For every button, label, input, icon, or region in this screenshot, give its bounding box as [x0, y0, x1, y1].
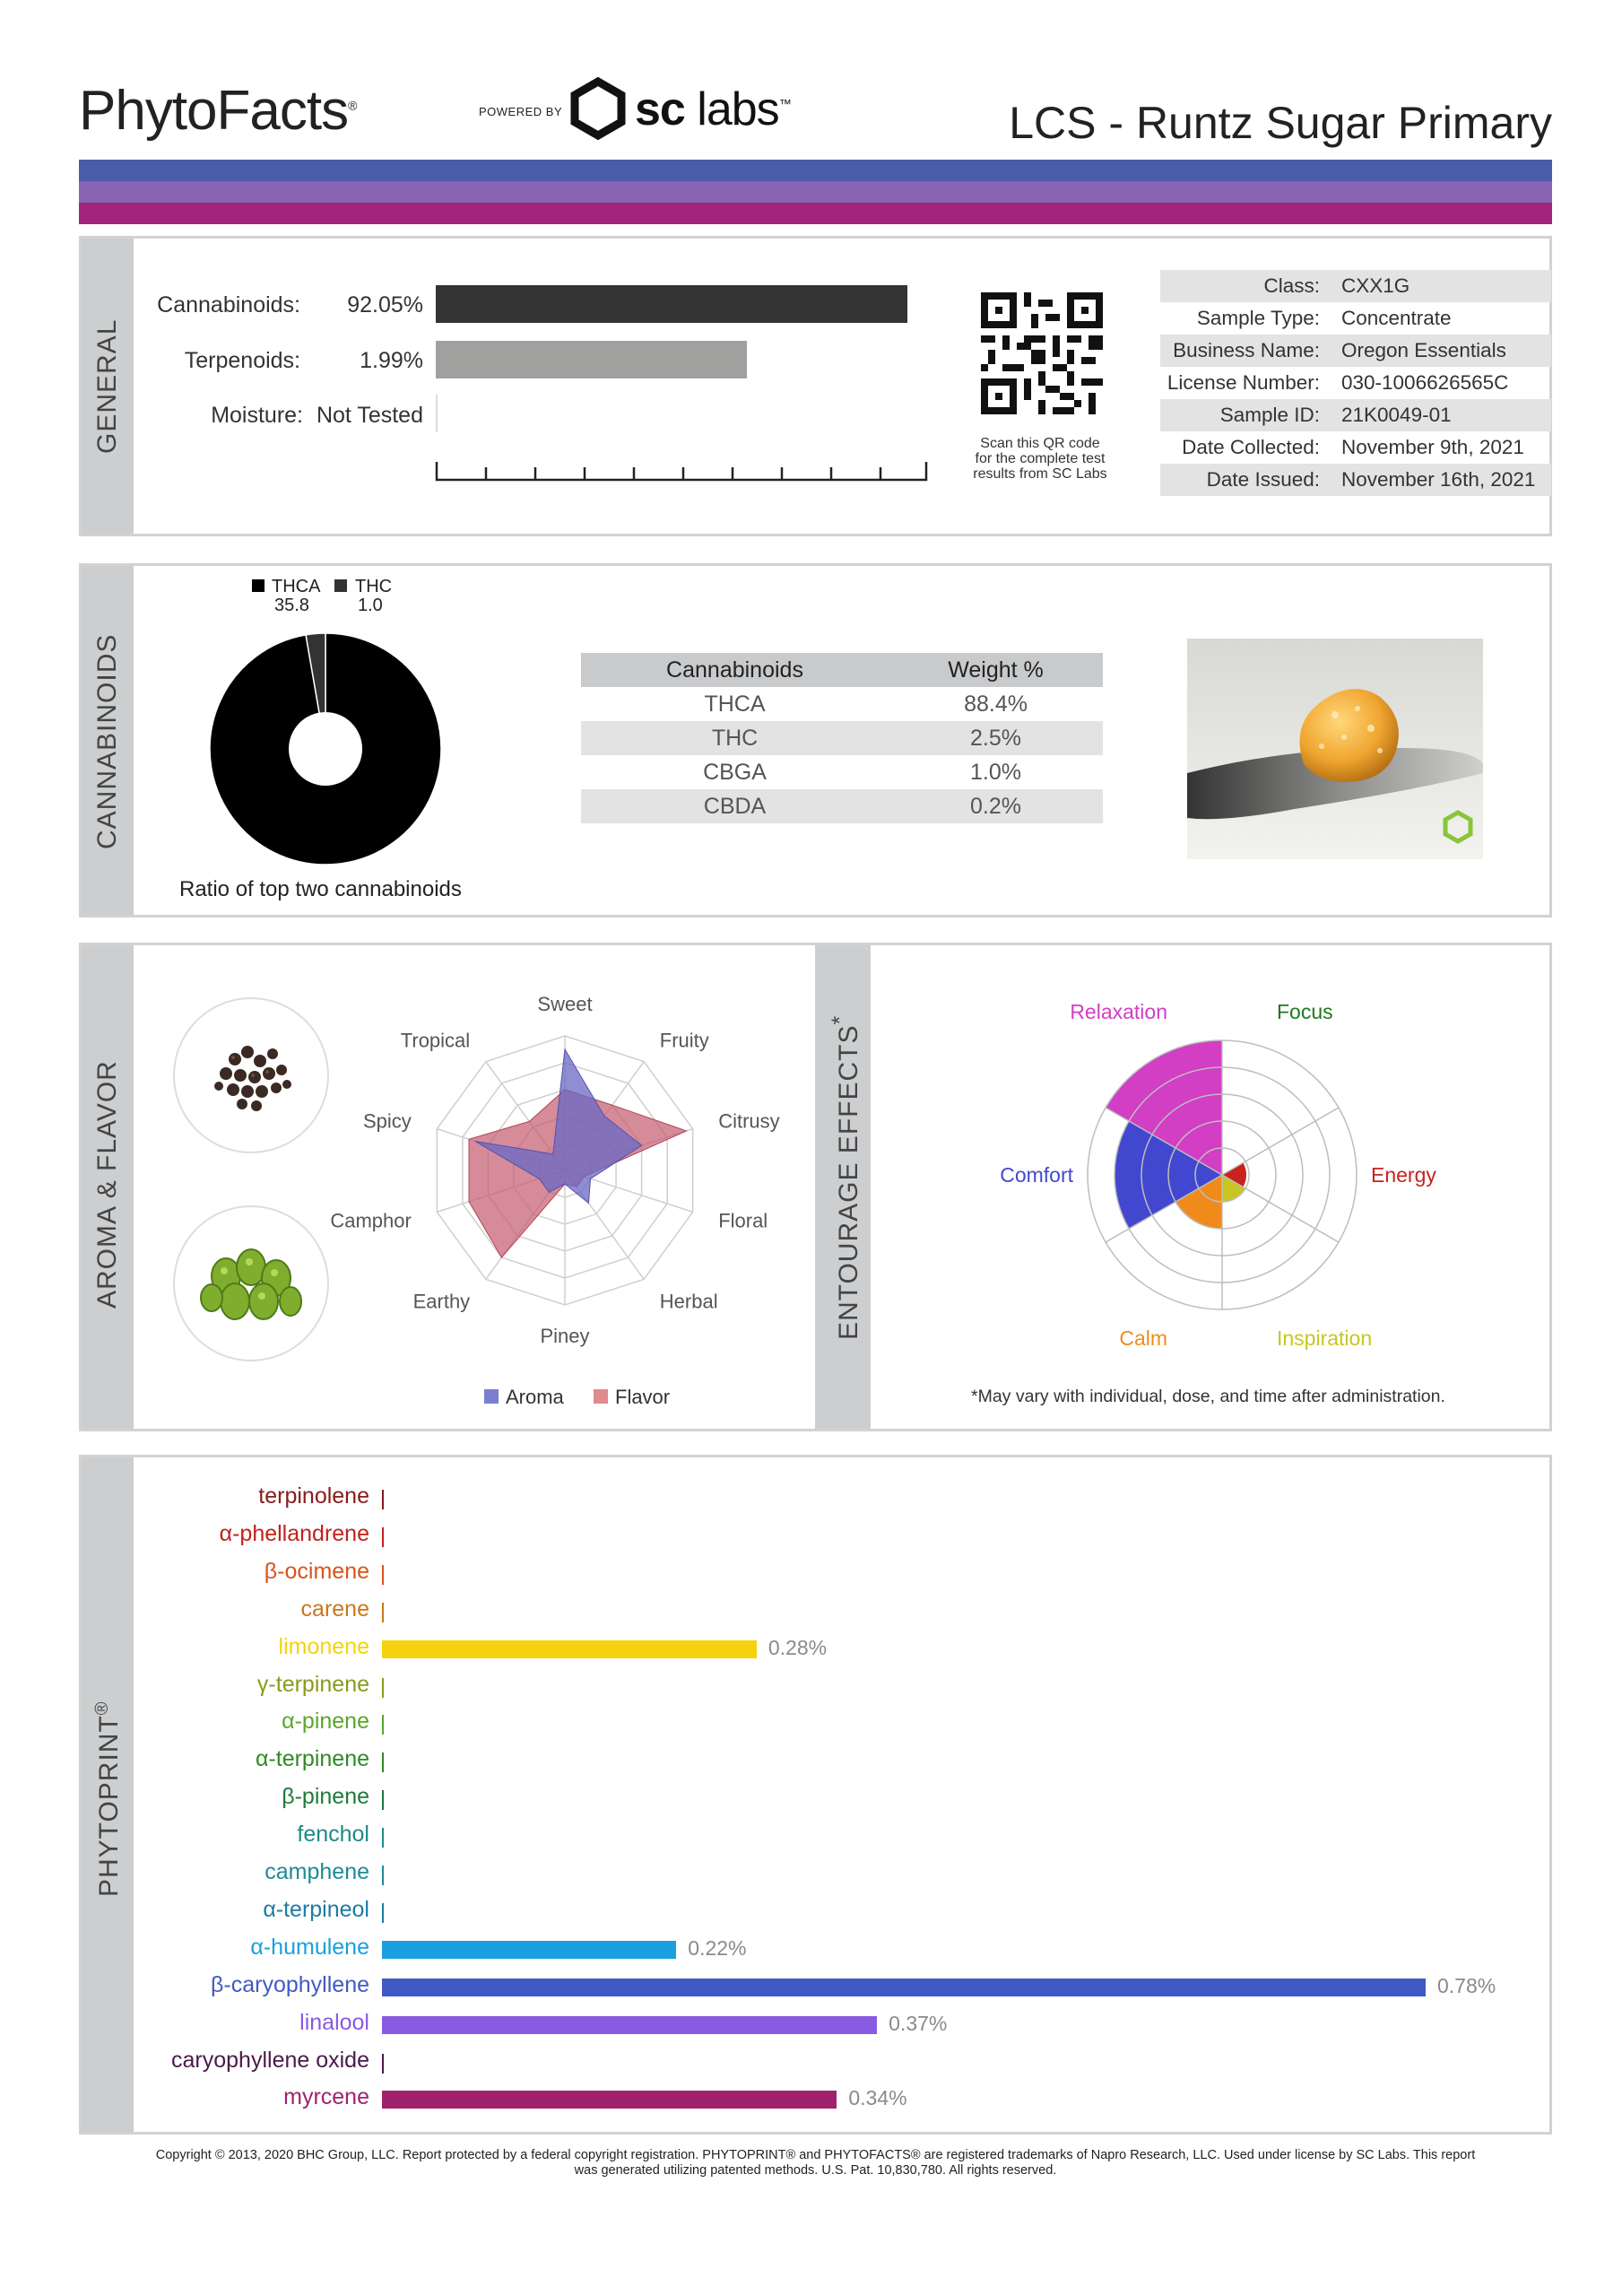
info-key: License Number:	[1167, 371, 1320, 394]
sc-labs-hexagon-icon	[570, 79, 626, 138]
qr-code-icon[interactable]	[981, 292, 1103, 414]
sc-labs-logo-text	[635, 83, 791, 136]
terpene-label: myrcene	[283, 2084, 369, 2110]
entourage-asterisk: *	[828, 1014, 853, 1025]
phytoprint-label-text: PHYTOPRINT	[94, 1715, 124, 1897]
aroma-flavor-radar-chart	[332, 987, 798, 1354]
entourage-label-text: ENTOURAGE EFFECTS	[834, 1024, 863, 1340]
terpene-bar	[382, 1828, 384, 1848]
aroma-side-strip	[82, 945, 134, 1429]
terpene-value-label: 0.28%	[768, 1635, 828, 1659]
terpene-label: γ-terpinene	[256, 1671, 369, 1697]
general-side-label: GENERAL	[92, 318, 122, 454]
entourage-side-strip	[815, 945, 871, 1429]
terpene-bar	[382, 1678, 384, 1698]
terpene-label: linalool	[299, 2009, 369, 2035]
moisture-value: Not Tested	[316, 403, 423, 428]
effect-label-relaxation: Relaxation	[1070, 1000, 1167, 1024]
radar-label-floral: Floral	[718, 1209, 768, 1232]
cannabinoids-value: 92.05%	[347, 292, 423, 317]
info-row-date-issued	[1160, 464, 1551, 496]
legend-label-flavor: Flavor	[615, 1386, 671, 1408]
table-cell: 2.5%	[889, 721, 1103, 755]
info-key: Sample ID:	[1219, 404, 1320, 426]
terpene-label: β-caryophyllene	[211, 1971, 369, 1997]
moisture-label: Moisture:	[211, 403, 303, 428]
info-value: 21K0049-01	[1341, 404, 1452, 426]
header-band-blue	[79, 160, 1552, 181]
table-row	[581, 755, 1103, 789]
powered-by-label: POWERED BY	[479, 105, 563, 118]
info-key: Date Collected:	[1182, 436, 1320, 458]
table-cell: CBGA	[703, 759, 767, 785]
radar-label-earthy: Earthy	[412, 1290, 471, 1313]
terpene-bar	[382, 1979, 1426, 1996]
lab-logo-tm: ™	[778, 96, 791, 111]
terpene-label: β-pinene	[282, 1784, 369, 1810]
cannabinoids-bar	[436, 285, 907, 323]
terpene-value-label: 0.78%	[1437, 1973, 1496, 1997]
footer	[79, 2148, 1552, 2179]
entourage-disclaimer: *May vary with individual, dose, and time after administration.	[971, 1387, 1445, 1406]
terpene-label: carene	[300, 1596, 369, 1622]
qr-caption-line-3: results from SC Labs	[973, 466, 1107, 482]
terpene-bar	[382, 1565, 384, 1585]
qr-caption-line-2: for the complete test	[975, 451, 1106, 466]
radar-label-tropical: Tropical	[400, 1029, 471, 1052]
info-row-business-name	[1160, 335, 1551, 367]
legend-swatch-thc	[334, 579, 347, 592]
header-band-purple	[79, 181, 1552, 203]
table-header-cannabinoids: Cannabinoids	[581, 653, 889, 687]
entourage-side-label	[828, 1015, 864, 1340]
legend-swatch-aroma	[484, 1389, 499, 1404]
terpene-label: terpinolene	[258, 1483, 369, 1509]
info-key: Class:	[1263, 274, 1320, 297]
terpene-bar	[382, 2091, 837, 2109]
terpene-label: camphene	[265, 1859, 369, 1884]
table-cell: THC	[581, 721, 889, 755]
info-key: Sample Type:	[1196, 307, 1320, 329]
table-row	[581, 721, 1103, 755]
cannabinoid-donut-chart	[208, 631, 443, 866]
radar-label-citrusy: Citrusy	[718, 1109, 780, 1133]
info-value: 030-1006626565C	[1341, 371, 1509, 394]
table-cell: 0.2%	[889, 789, 1103, 823]
qr-caption-line-1: Scan this QR code	[980, 436, 1100, 451]
phytoprint-side-strip	[82, 1457, 134, 2132]
lab-logo-labs: labs	[684, 83, 779, 135]
legend-label-thc: THC	[355, 577, 393, 596]
effect-label-inspiration: Inspiration	[1277, 1326, 1373, 1350]
legend-swatch-thca	[252, 579, 265, 592]
effect-label-focus: Focus	[1277, 1000, 1333, 1024]
aroma-side-label: AROMA & FLAVOR	[92, 1060, 122, 1309]
radar-label-camphor: Camphor	[330, 1209, 412, 1232]
info-row-sample-id	[1160, 399, 1551, 431]
donut-caption: Ratio of top two cannabinoids	[179, 877, 462, 901]
terpene-label: caryophyllene oxide	[171, 2047, 369, 2073]
info-row-date-collected	[1160, 431, 1551, 464]
terpene-value-label: 0.22%	[688, 1935, 747, 1960]
effect-label-calm: Calm	[1119, 1326, 1167, 1350]
terpene-bar	[382, 1527, 384, 1547]
lab-logo-sc: sc	[635, 83, 685, 135]
footer-line-2: was generated utilizing patented methods. U.S. Pat. 10,830,780. All rights reserved.	[574, 2163, 1057, 2178]
terpene-bar	[382, 1903, 384, 1923]
page-title: LCS - Runtz Sugar Primary	[1009, 98, 1552, 148]
sample-photo	[1187, 639, 1483, 859]
terpenoids-bar	[436, 341, 747, 378]
terpene-label: α-humulene	[250, 1934, 369, 1960]
terpene-bar	[382, 1640, 757, 1658]
legend-label-aroma: Aroma	[506, 1386, 564, 1408]
radar-label-spicy: Spicy	[363, 1109, 412, 1133]
table-cell: 88.4%	[964, 691, 1028, 717]
legend-label-thca: THCA	[272, 577, 321, 596]
terpenoids-label: Terpenoids:	[184, 348, 300, 373]
legend-value-thca: 35.8	[274, 596, 309, 615]
legend-value-thc: 1.0	[358, 596, 383, 615]
info-key: Date Issued:	[1206, 468, 1320, 491]
general-axis	[430, 453, 932, 485]
table-cell: CBDA	[581, 789, 889, 823]
donut-hole	[289, 712, 362, 786]
info-value: November 16th, 2021	[1341, 468, 1536, 491]
radar-label-sweet: Sweet	[537, 993, 593, 1015]
terpene-bar	[382, 1752, 384, 1772]
logo-text: PhytoFacts	[79, 80, 349, 142]
terpene-bar	[382, 1941, 676, 1959]
terpene-bar	[382, 1715, 384, 1735]
table-cell: THCA	[704, 691, 766, 717]
terpene-label: α-pinene	[282, 1709, 369, 1735]
phytoprint-side-label	[92, 1700, 125, 1897]
entourage-effects-chart	[968, 996, 1470, 1350]
logo-registered-mark: ®	[348, 98, 357, 113]
terpene-bar	[382, 1790, 384, 1810]
general-side-strip	[82, 239, 134, 534]
terpene-label: α-terpinene	[255, 1746, 369, 1772]
radar-label-herbal: Herbal	[659, 1290, 718, 1313]
terpene-label: fenchol	[297, 1822, 369, 1848]
terpene-bar	[382, 1490, 384, 1509]
phytoprint-registered-mark: ®	[92, 1700, 112, 1716]
terpene-bar	[382, 2016, 877, 2034]
radar-label-fruity: Fruity	[659, 1029, 709, 1052]
table-row	[581, 687, 1103, 721]
table-cell: 1.0%	[970, 759, 1021, 785]
hops-image	[172, 1205, 330, 1362]
qr-caption	[950, 436, 1130, 482]
footer-line-1: Copyright © 2013, 2020 BHC Group, LLC. Report protected by a federal copyright registration. PHYTOPRINT® and PHYTOFACTS® are registered trademarks of Napro Research, LLC. Used under license by SC Labs. This report	[155, 2148, 1476, 2162]
terpene-label: limonene	[278, 1633, 369, 1659]
radar-label-piney: Piney	[540, 1325, 590, 1347]
terpene-value-label: 0.37%	[889, 2011, 948, 2035]
cannabinoid-table	[581, 653, 1103, 823]
effect-label-energy: Energy	[1371, 1163, 1436, 1187]
info-row-license-number	[1160, 367, 1551, 399]
info-value: CXX1G	[1341, 274, 1410, 297]
cannabinoids-label: Cannabinoids:	[157, 292, 300, 317]
info-row-class	[1160, 270, 1551, 302]
terpenoids-value: 1.99%	[360, 348, 423, 373]
terpene-bar	[382, 1866, 384, 1885]
table-row	[581, 789, 1103, 823]
info-value: Oregon Essentials	[1341, 339, 1506, 361]
polar-axis-line	[1222, 1175, 1339, 1242]
terpene-bar	[382, 1603, 384, 1622]
legend-swatch-flavor	[594, 1389, 608, 1404]
info-value: November 9th, 2021	[1341, 436, 1524, 458]
header-band-magenta	[79, 203, 1552, 224]
terpene-bar	[382, 2054, 384, 2074]
terpene-label: α-terpineol	[263, 1896, 369, 1922]
terpene-label: β-ocimene	[264, 1558, 369, 1584]
terpene-label: α-phellandrene	[219, 1520, 369, 1546]
info-value: Concentrate	[1341, 307, 1452, 329]
terpene-value-label: 0.34%	[848, 2086, 907, 2110]
effect-label-comfort: Comfort	[1000, 1163, 1073, 1187]
peppercorn-image	[172, 996, 330, 1154]
moisture-bar	[436, 395, 438, 432]
info-row-sample-type	[1160, 302, 1551, 335]
info-key: Business Name:	[1173, 339, 1320, 361]
cannabinoids-side-strip	[82, 566, 134, 915]
phytofacts-logo	[79, 79, 356, 143]
table-header-weight: Weight %	[889, 653, 1103, 687]
polar-axis-line	[1222, 1108, 1339, 1175]
cannabinoids-side-label: CANNABINOIDS	[92, 633, 122, 849]
